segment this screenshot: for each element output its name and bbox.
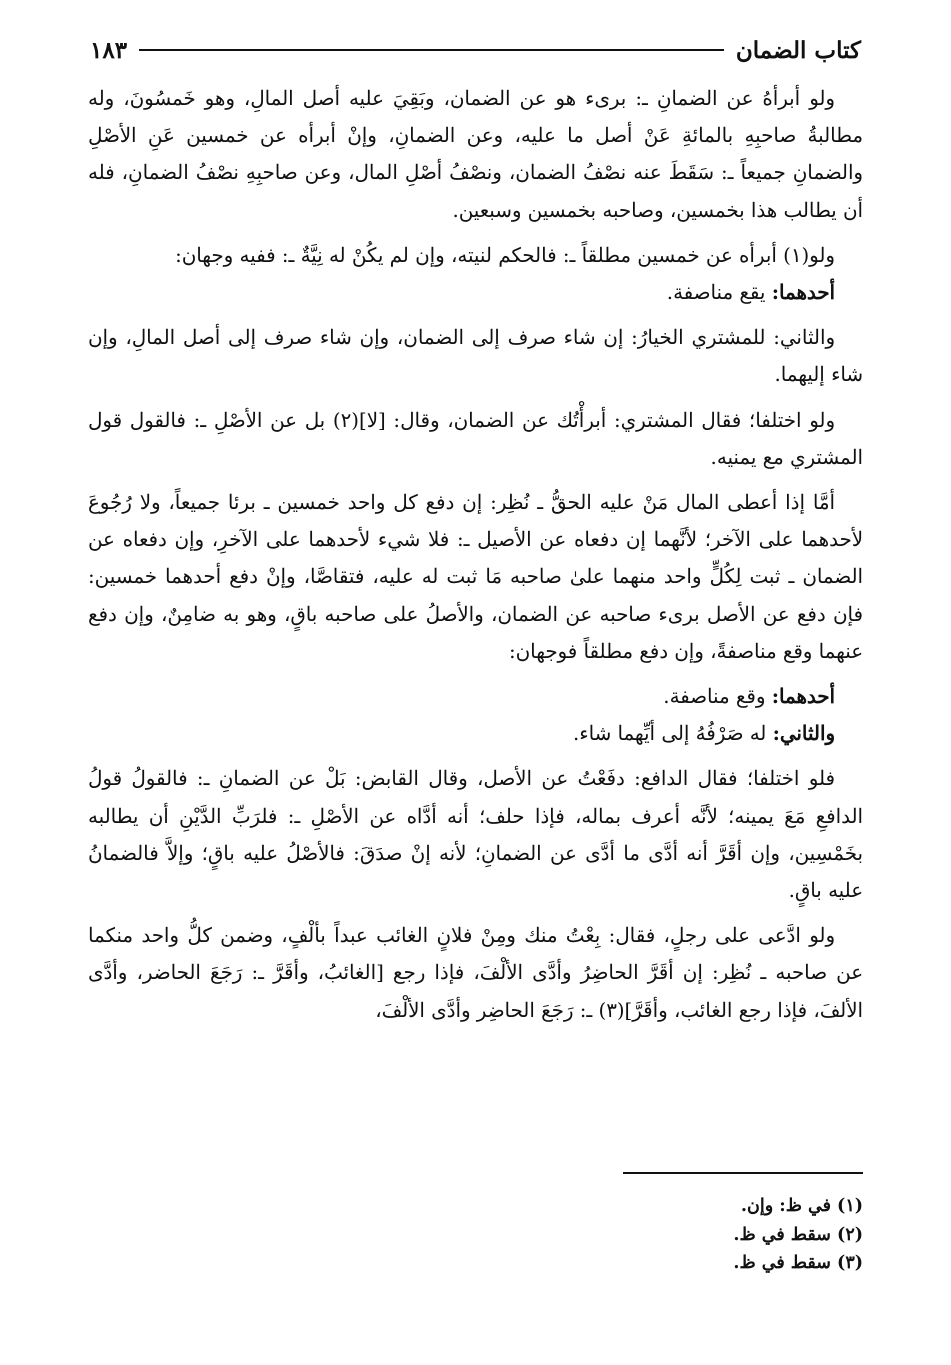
paragraph: ولو(١) أبرأه عن خمسين مطلقاً ـ: فالحكم لنيته، وإن لم يكُنْ له نِيَّةٌ ـ: ففيه وجهان: [175, 243, 835, 267]
book-title: كتاب الضمان [735, 36, 861, 64]
paragraph: أحدهما: وقع مناصفة. [663, 684, 835, 709]
paragraph: فلو اختلفا؛ فقال الدافع: دفَعْتُ عن الأصل، وقال القابض: بَلْ عن الضمانِ ـ: فالقولُ قولُ الدافعِ مَعَ يمينه؛ لأنَّه أعرف بماله، فإذا حلف؛ أنه أدَّاه عن الأصْلِ ـ: فلرَبِّ الدَّيْنِ أن يطالبه بخَمْسِين، وإن أقَرَّ أنه أدَّى ما أدَّى عن الضمانِ؛ لأنه إنْ صدَقَ: فالأصْلُ عليه باقٍ؛ وإلاَّ فالضمانُ عليه باقٍ. [88, 767, 863, 903]
header-rule [139, 49, 724, 51]
footnote: (٢) سقط في ظ. [733, 1224, 863, 1245]
paragraph: والثاني: له صَرْفُهُ إلى أيِّهما شاء. [572, 721, 835, 746]
paragraph: ولو اختلفا؛ فقال المشتري: أبرأْتُك عن الضمان، وقال: [لا](٢) بل عن الأصْلِ ـ: فالقول قول المشتري مع يمنيه. [88, 408, 863, 469]
footnote-rule [623, 1172, 863, 1174]
page-number: ١٨٣ [90, 36, 128, 64]
paragraph: ولو ادَّعى على رجلٍ، فقال: بِعْتُ منك ومِنْ فلانٍ الغائب عبداً بألْفٍ، وضمن كلُّ واحد منكما عن صاحبه ـ نُظِر: إن أقَرَّ الحاضِرُ وأدَّى الألْفَ، فإذا رجع [الغائبُ، وأقَرَّ ـ: رَجَعَ الحاضر، وأدَّى الألفَ، فإذا رجع الغائب، وأقَرَّ](٣) ـ: رَجَعَ الحاضِر وأدَّى الألْفَ، [88, 924, 863, 1022]
footnote: (١) في ظ: وإن. [740, 1196, 863, 1216]
footnotes [88, 1192, 863, 1278]
paragraph: والثاني: للمشتري الخيارُ: إن شاء صرف إلى الضمان، وإن شاء صرف إلى أصل المالِ، وإن شاء إليهما. [88, 326, 863, 387]
footnote: (٣) سقط في ظ. [733, 1253, 863, 1273]
paragraph: أحدهما: يقع مناصفة. [666, 280, 835, 305]
paragraph: ولو أبرأهُ عن الضمانِ ـ: برىء هو عن الضمان، وبَقِيَ عليه أصل المالِ، وهو خَمسُونَ، وله مطالبةُ صاحبِهِ بالمائةِ عَنْ أصل ما عليه، وعن الضمانِ، وإنْ أبرأه عن خمسين عَنِ الأصْلِ والضمانِ جميعاً ـ: سَقَطَ عنه نصْفُ الضمان، ونصْفُ أصْلِ المال، وعن صاحبِهِ نصْفُ الضمانِ، فله أن يطالب هذا بخمسين، وصاحبه بخمسين وسبعين. [88, 87, 863, 222]
page-body [88, 80, 863, 1037]
running-header [90, 30, 861, 70]
paragraph: أمَّا إذا أعطى المال مَنْ عليه الحقُّ ـ نُظِر: إن دفع كل واحد خمسين ـ برئا جميعاً، ولا رُجُوعَ لأحدهما على الآخر؛ لأنَّهما إن دفعاه عن الأصيل ـ: فلا شيء لأحدهما على الآخرِ، وإن دفعاه عن الضمان ـ ثبت لِكُلٍّ واحد منهما علىٰ صاحبه مَا ثبت له عليه، فتقاصَّا، وإنْ دفع أحدهما خمسين: فإن دفع عن الأصل برىء صاحبه عن الضمان، والأصلُ على صاحبه باقٍ، وهو به ضامِنٌ، وإن دفع عنهما وقع مناصفةً، وإن دفع مطلقاً فوجهان: [88, 491, 863, 663]
